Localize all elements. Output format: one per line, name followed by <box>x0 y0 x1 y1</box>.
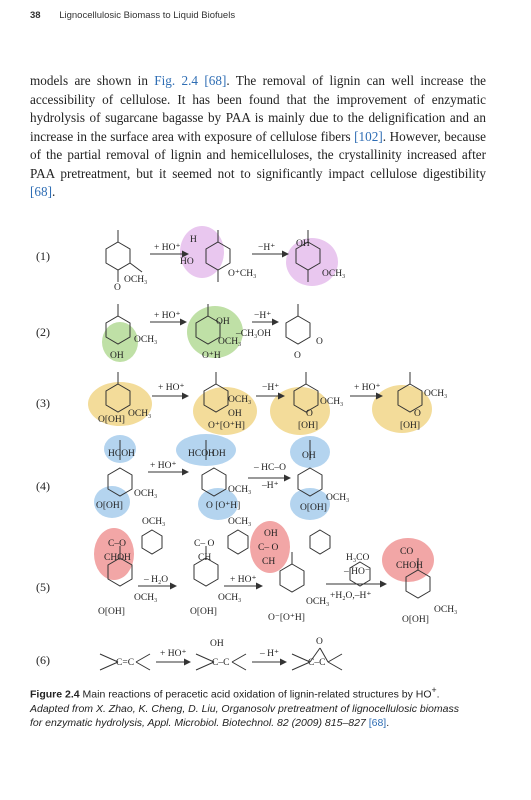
svg-text:OCH₃: OCH₃ <box>134 335 158 345</box>
svg-text:H: H <box>190 235 197 245</box>
svg-text:+ HO⁺: + HO⁺ <box>150 461 177 471</box>
caption-source: Adapted from X. Zhao, K. Cheng, D. Liu, Organosolv pretreatment of lignocellulosic biomass for enzymatic hydrolysis, Appl. Microbiol. Biotechnol. 82 (2009) 815–827 <box>30 702 459 729</box>
svg-text:HCOH: HCOH <box>188 449 215 459</box>
svg-text:OH: OH <box>210 639 224 649</box>
svg-text:O[OH]: O[OH] <box>96 501 123 511</box>
row-label: (1) <box>36 249 50 263</box>
caption-label: Figure 2.4 <box>30 688 80 701</box>
row-label: (3) <box>36 396 50 410</box>
svg-text:O[OH]: O[OH] <box>98 415 125 425</box>
svg-text:O: O <box>114 283 121 293</box>
svg-text:OCH₃: OCH₃ <box>228 485 252 495</box>
svg-text:+ HO⁺: + HO⁺ <box>158 383 185 393</box>
svg-text:+H₂O,–H⁺: +H₂O,–H⁺ <box>330 591 372 601</box>
row-label: (4) <box>36 479 50 493</box>
svg-text:OCH₃: OCH₃ <box>124 275 148 285</box>
svg-text:OCH₃: OCH₃ <box>320 397 344 407</box>
svg-text:OCH₃: OCH₃ <box>326 493 350 503</box>
svg-text:O[OH]: O[OH] <box>98 607 125 617</box>
svg-text:O [O⁺H]: O [O⁺H] <box>206 501 241 511</box>
svg-text:−H⁺: −H⁺ <box>262 383 280 393</box>
svg-text:– H₂O: – H₂O <box>144 575 169 585</box>
svg-text:OCH₃: OCH₃ <box>322 269 346 279</box>
citation-link[interactable]: [68] <box>368 716 387 729</box>
reaction-figure <box>30 224 500 679</box>
caption-text: . <box>436 688 440 701</box>
svg-text:O: O <box>316 337 323 347</box>
svg-text:OH: OH <box>212 449 226 459</box>
svg-text:HO: HO <box>180 257 194 267</box>
svg-text:C– O: C– O <box>194 539 215 549</box>
citation-link[interactable]: [68] <box>30 184 52 199</box>
svg-text:OH: OH <box>302 451 316 461</box>
reaction-scheme <box>30 224 500 679</box>
svg-text:OCH₃: OCH₃ <box>306 597 330 607</box>
svg-text:– HO⁻: – HO⁻ <box>344 567 370 577</box>
svg-text:CHOH: CHOH <box>104 553 131 563</box>
caption-text: . <box>386 716 390 729</box>
citation-link[interactable]: [102] <box>354 128 383 144</box>
structure-lines <box>100 230 430 670</box>
svg-text:OCH₃: OCH₃ <box>134 489 158 499</box>
caption-text: Main reactions of peracetic acid oxidation of lignin-related structures by HO <box>79 688 432 701</box>
paragraph-text: models are shown in <box>30 73 155 88</box>
svg-text:O⁺CH₃: O⁺CH₃ <box>228 269 257 279</box>
svg-text:−H⁺: −H⁺ <box>258 243 276 253</box>
svg-text:OCH₃: OCH₃ <box>228 517 252 527</box>
svg-text:C–C: C–C <box>212 658 230 668</box>
svg-text:+ HO⁺: + HO⁺ <box>230 575 257 585</box>
svg-text:[OH]: [OH] <box>400 421 421 431</box>
scheme-labels <box>96 235 457 668</box>
svg-text:CH: CH <box>262 557 276 567</box>
svg-text:– H⁺: – H⁺ <box>260 649 279 659</box>
svg-text:O[OH]: O[OH] <box>300 503 327 513</box>
svg-text:O⁻[O⁺H]: O⁻[O⁺H] <box>268 613 305 623</box>
svg-text:OCH₃: OCH₃ <box>228 395 252 405</box>
svg-text:[OH]: [OH] <box>298 421 319 431</box>
svg-text:OCH₃: OCH₃ <box>218 593 242 603</box>
svg-text:OCH₃: OCH₃ <box>424 389 448 399</box>
svg-text:–H⁺: –H⁺ <box>262 481 279 491</box>
svg-text:OH: OH <box>110 351 124 361</box>
svg-text:CHOH: CHOH <box>396 561 423 571</box>
svg-text:O⁺H: O⁺H <box>202 351 221 361</box>
svg-text:O: O <box>294 351 301 361</box>
svg-text:O: O <box>414 409 421 419</box>
svg-text:OCH₃: OCH₃ <box>128 409 152 419</box>
svg-text:+ HO⁺: + HO⁺ <box>154 243 181 253</box>
row-label: (6) <box>36 653 50 667</box>
paragraph-text: . However, because of the partial removal of lignin and hemicelluloses, the crystallinity increased after PAA pretreatment, but it seemed not to significantly impact cellulose digestibility <box>30 128 486 181</box>
svg-text:OCH₃: OCH₃ <box>134 593 158 603</box>
svg-text:OCH₃: OCH₃ <box>434 605 458 615</box>
body-paragraph <box>30 72 486 202</box>
svg-text:O[OH]: O[OH] <box>402 615 429 625</box>
svg-text:– HC–O: – HC–O <box>254 463 286 473</box>
svg-text:C=C: C=C <box>116 658 135 668</box>
svg-text:C–C: C–C <box>308 658 326 668</box>
paragraph-text: . <box>51 184 56 199</box>
svg-text:O⁺[O⁺H]: O⁺[O⁺H] <box>208 421 245 431</box>
svg-text:CH: CH <box>198 553 212 563</box>
svg-text:OH: OH <box>216 317 230 327</box>
figure-caption <box>30 683 460 730</box>
svg-text:+ HO⁺: + HO⁺ <box>160 649 187 659</box>
svg-text:–CH₃OH: –CH₃OH <box>236 329 271 339</box>
page-number: 38 <box>30 10 41 21</box>
svg-text:+ HO⁺: + HO⁺ <box>154 311 181 321</box>
row-label: (2) <box>36 325 50 339</box>
running-title: Lignocellulosic Biomass to Liquid Biofuels <box>59 10 236 21</box>
svg-text:C– O: C– O <box>258 543 279 553</box>
svg-text:O: O <box>316 637 323 647</box>
citation-link[interactable]: [68] <box>204 73 227 88</box>
svg-text:OCH₃: OCH₃ <box>218 337 242 347</box>
svg-text:CO: CO <box>400 547 414 557</box>
svg-text:O[OH]: O[OH] <box>190 607 217 617</box>
svg-text:OCH₃: OCH₃ <box>142 517 166 527</box>
svg-text:+ HO⁺: + HO⁺ <box>354 383 381 393</box>
svg-text:OH: OH <box>264 529 278 539</box>
svg-text:HCOH: HCOH <box>108 449 135 459</box>
svg-text:−H⁺: −H⁺ <box>254 311 272 321</box>
svg-text:H₃CO: H₃CO <box>346 553 370 563</box>
figure-link[interactable]: Fig. 2.4 <box>154 73 199 88</box>
svg-text:OH: OH <box>228 409 242 419</box>
svg-text:O: O <box>306 409 313 419</box>
running-header <box>30 10 235 21</box>
paragraph-text: . The removal of lignin can well increase the accessibility of cellulose. It has been found that the improvement of enzymatic hydrolysis of sugarcane bagasse by PAA is mainly due to the delignification and an increase in the surface area with exposure of cellulose fibers <box>30 73 487 144</box>
row-label: (5) <box>36 580 50 594</box>
svg-text:C–O: C–O <box>108 539 126 549</box>
svg-text:OH: OH <box>296 239 310 249</box>
caption-sup: + <box>431 685 437 695</box>
